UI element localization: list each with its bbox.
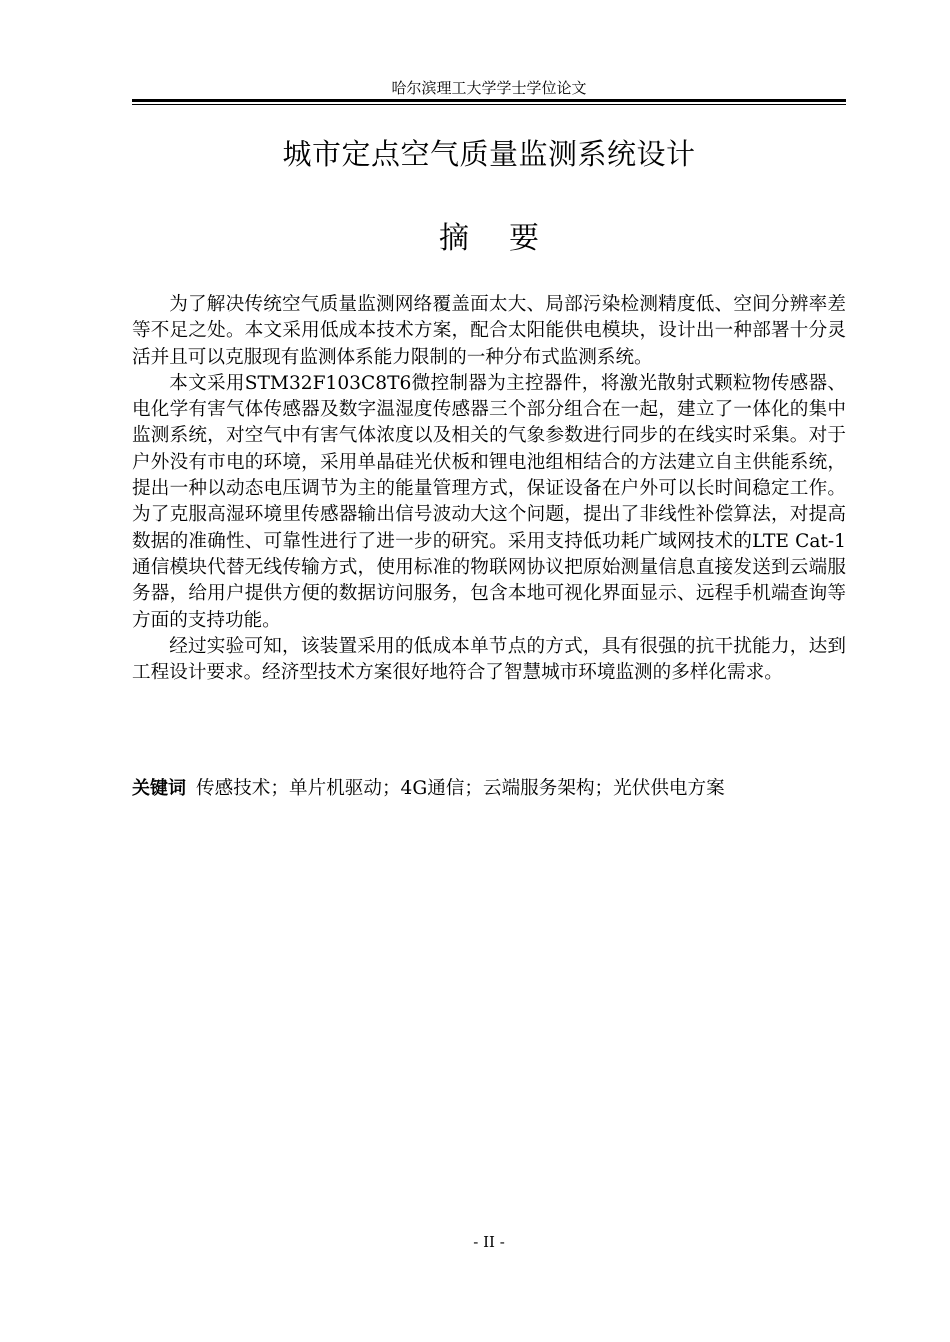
abstract-body bbox=[132, 292, 846, 686]
abstract-paragraph-2: 本文采用STM32F103C8T6微控制器为主控器件，将激光散射式颗粒物传感器、电化学有害气体传感器及数字温湿度传感器三个部分组合在一起，建立了一体化的集中监测系统，对空气中有害气体浓度以及相关的气象参数进行同步的在线实时采集。对于户外没有市电的环境，采用单晶硅光伏板和锂电池组相结合的方法建立自主供能系统，提出一种以动态电压调节为主的能量管理方式，保证设备在户外可以长时间稳定工作。为了克服高湿环境里传感器输出信号波动大这个问题，提出了非线性补偿算法，对提高数据的准确性、可靠性进行了进一步的研究。采用支持低功耗广域网技术的LTE Cat-1通信模块代替无线传输方式，使用标准的物联网协议把原始测量信息直接发送到云端服务器，给用户提供方便的数据访问服务，包含本地可视化界面显示、远程手机端查询等方面的支持功能。 bbox=[132, 372, 846, 631]
page-number: - II - bbox=[473, 1233, 505, 1251]
abstract-heading: 摘要 bbox=[439, 221, 579, 256]
keywords-text: 传感技术；单片机驱动；4G通信；云端服务架构；光伏供电方案 bbox=[196, 778, 725, 799]
running-header: 哈尔滨理工大学学士学位论文 bbox=[391, 79, 587, 97]
header-rule-thick bbox=[132, 99, 846, 102]
keywords-line bbox=[132, 775, 846, 803]
header-rule-thin bbox=[132, 104, 846, 105]
thesis-title: 城市定点空气质量监测系统设计 bbox=[282, 137, 696, 171]
abstract-paragraph-3: 经过实验可知，该装置采用的低成本单节点的方式，具有很强的抗干扰能力，达到工程设计要求。经济型技术方案很好地符合了智慧城市环境监测的多样化需求。 bbox=[132, 635, 846, 684]
abstract-paragraph-1: 为了解决传统空气质量监测网络覆盖面太大、局部污染检测精度低、空间分辨率差等不足之处。本文采用低成本技术方案，配合太阳能供电模块，设计出一种部署十分灵活并且可以克服现有监测体系能力限制的一种分布式监测系统。 bbox=[132, 294, 846, 368]
keywords-label: 关键词 bbox=[132, 778, 186, 799]
